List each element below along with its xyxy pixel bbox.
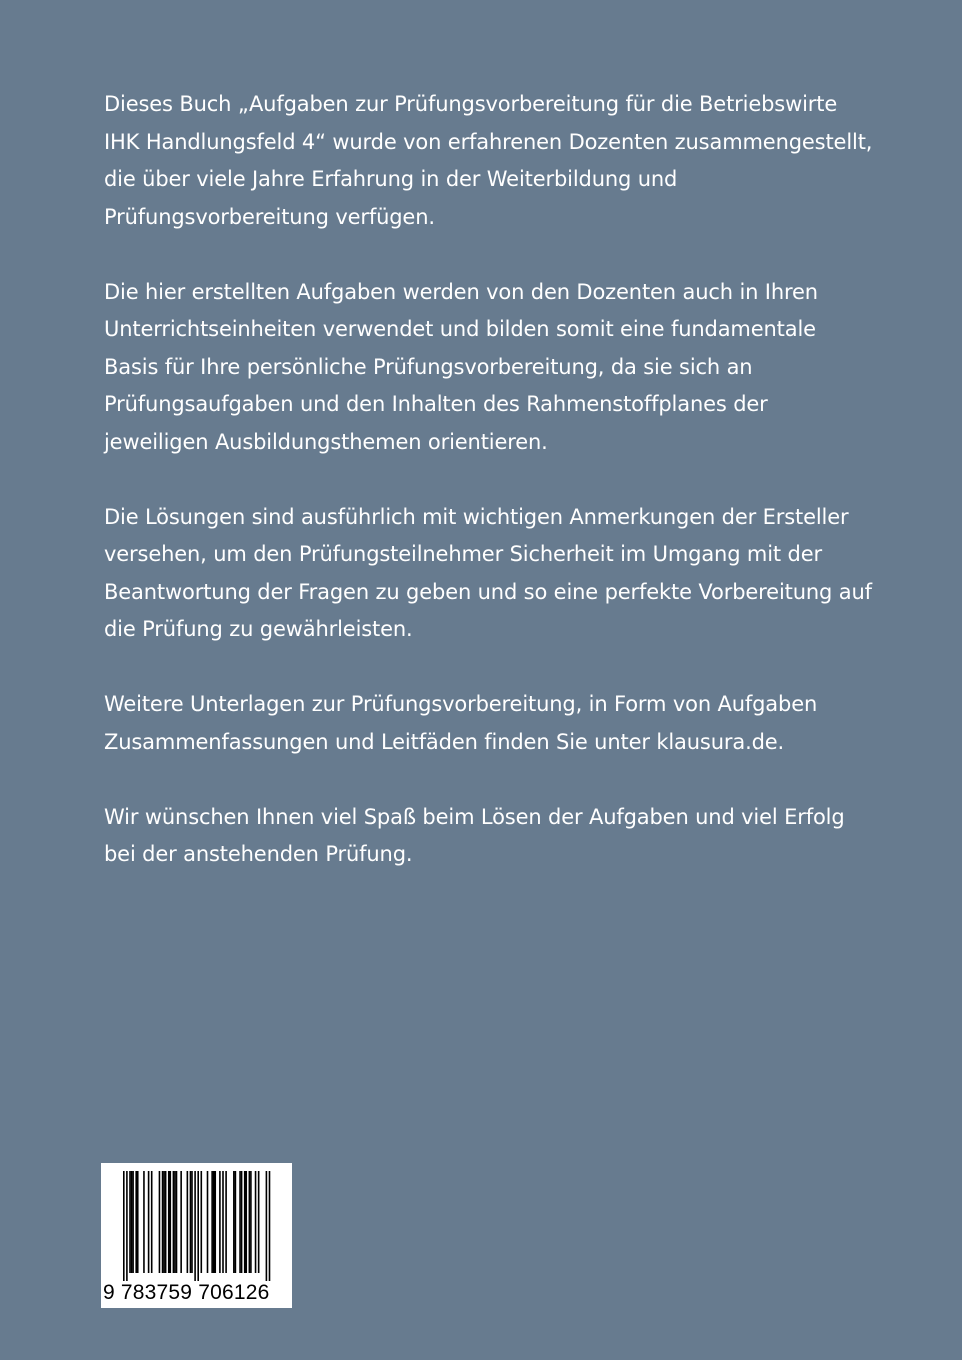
barcode-bar <box>211 1171 213 1273</box>
text-line: versehen, um den Prüfungsteilnehmer Sicherheit im Umgang mit der <box>104 542 822 566</box>
barcode-guard-bar <box>126 1171 128 1281</box>
paragraph-tasks <box>104 274 894 462</box>
barcode-bar <box>207 1171 209 1273</box>
text-line: Wir wünschen Ihnen viel Spaß beim Lösen der Aufgaben und viel Erfolg <box>104 804 845 829</box>
text-line: die Prüfung zu gewährleisten. <box>104 617 413 641</box>
barcode-bar <box>258 1171 260 1273</box>
text-line: Basis für Ihre persönliche Prüfungsvorbereitung, da sie sich an <box>104 354 753 379</box>
isbn-digits: 9 783759 706126 <box>103 1281 270 1304</box>
barcode-bar <box>165 1171 167 1273</box>
barcode-bar <box>173 1171 175 1273</box>
barcode-bar <box>201 1171 203 1273</box>
text-line: Unterrichtseinheiten verwendet und bilden somit eine fundamentale <box>104 317 816 341</box>
barcode-bar <box>151 1171 153 1273</box>
barcode-bar <box>225 1171 227 1273</box>
barcode-bar <box>214 1171 216 1273</box>
text-line: Prüfungsvorbereitung verfügen. <box>104 204 435 229</box>
barcode-bar <box>162 1171 164 1273</box>
text-line: Beantwortung der Fragen zu geben und so eine perfekte Vorbereitung auf <box>104 579 872 604</box>
barcode-bar <box>191 1171 193 1273</box>
barcode-bar <box>135 1171 137 1273</box>
barcode-bar <box>159 1171 161 1273</box>
barcode-bar <box>168 1171 170 1273</box>
barcode-bar <box>249 1171 251 1273</box>
text-line: die über viele Jahre Erfahrung in der Weiterbildung und <box>104 167 678 191</box>
paragraph-materials <box>104 686 894 761</box>
barcode-bar <box>222 1171 224 1273</box>
barcode-guard-bar <box>266 1171 268 1281</box>
paragraph-wishes <box>104 799 894 874</box>
text-line: Zusammenfassungen und Leitfäden finden Sie unter klausura.de. <box>104 729 785 754</box>
barcode-bar <box>239 1171 241 1273</box>
barcode-guard-bar <box>123 1171 125 1281</box>
barcode-bar <box>241 1171 243 1273</box>
text-line: Weitere Unterlagen zur Prüfungsvorbereitung, in Form von Aufgaben <box>104 692 818 716</box>
back-cover-text <box>104 86 894 911</box>
barcode-bar <box>170 1171 172 1273</box>
barcode-bar <box>176 1171 178 1273</box>
barcode-guard-bar <box>197 1171 199 1281</box>
barcode-guard-bar <box>194 1171 196 1281</box>
barcode-bar <box>213 1171 215 1273</box>
text-line: Die Lösungen sind ausführlich mit wichtigen Anmerkungen der Ersteller <box>104 504 849 529</box>
isbn-barcode <box>101 1163 292 1308</box>
barcode-bar <box>233 1171 235 1273</box>
barcode-bar <box>132 1171 134 1273</box>
barcode-bar <box>131 1171 133 1273</box>
barcode-bar <box>174 1171 176 1273</box>
barcode-bar <box>235 1171 237 1273</box>
barcode-bar <box>148 1171 150 1273</box>
barcode-guard-bar <box>269 1171 271 1281</box>
barcode-bar <box>163 1171 165 1273</box>
paragraph-solutions <box>104 499 894 649</box>
text-line: bei der anstehenden Prüfung. <box>104 842 413 866</box>
text-line: Dieses Buch „Aufgaben zur Prüfungsvorbereitung für die Betriebswirte <box>104 92 838 116</box>
barcode-bar <box>180 1171 182 1273</box>
barcode-bar <box>129 1171 131 1273</box>
barcode-bars <box>123 1171 273 1281</box>
barcode-bar <box>245 1171 247 1273</box>
text-line: IHK Handlungsfeld 4“ wurde von erfahrenen Dozenten zusammengestellt, <box>104 129 873 154</box>
barcode-bar <box>219 1171 221 1273</box>
barcode-bar <box>250 1171 252 1273</box>
barcode-bar <box>143 1171 145 1273</box>
barcode-bar <box>190 1171 192 1273</box>
text-line: Die hier erstellten Aufgaben werden von den Dozenten auch in Ihren <box>104 279 818 304</box>
barcode-bar <box>255 1171 257 1273</box>
text-line: Prüfungsaufgaben und den Inhalten des Rahmenstoffplanes der <box>104 392 768 416</box>
paragraph-intro <box>104 86 894 236</box>
text-line: jeweiligen Ausbildungsthemen orientieren. <box>104 429 548 454</box>
barcode-bar <box>137 1171 139 1273</box>
barcode-bar <box>244 1171 246 1273</box>
barcode-bar <box>187 1171 189 1273</box>
